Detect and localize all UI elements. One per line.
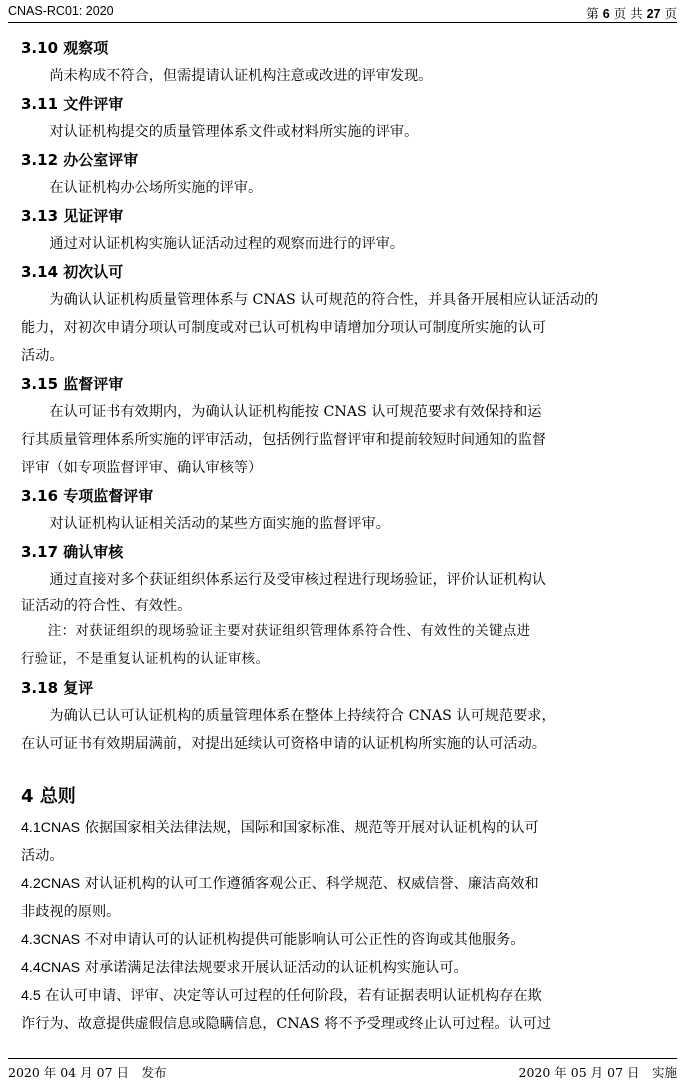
clause-number: 4.1CNAS <box>21 820 81 836</box>
section-heading <box>21 150 657 170</box>
section-text: 对认证机构认证相关活动的某些方面实施的监督评审。 <box>49 516 390 532</box>
section-note: 注：对获证组织的现场验证主要对获证组织管理体系符合性、有效性的关键点进 <box>47 624 531 639</box>
section-text: 能力，对初次申请分项认可制度或对已认可机构申请增加分项认可制度所实施的认可 <box>21 320 546 336</box>
clause-text: 对认证机构的认可工作遵循客观公正、科学规范、权威信誉、廉洁高效和 <box>80 876 539 892</box>
section-text: 在认可证书有效期届满前，对提出延续认可资格申请的认证机构所实施的认可活动。 <box>21 736 546 752</box>
section-text: 证活动的符合性、有效性。 <box>21 598 192 614</box>
clause-line: 诈行为、故意提供虚假信息或隐瞒信息，CNAS 将不予受理或终止认可过程。认可过 <box>21 1016 552 1032</box>
document-body <box>21 38 657 1038</box>
clause-number: 4.2CNAS <box>21 876 81 892</box>
section-heading <box>21 94 657 114</box>
section-text: 活动。 <box>21 348 64 364</box>
section-number: 3.13 <box>21 207 59 225</box>
page-header <box>8 4 677 24</box>
page-suffix: 页 <box>664 6 677 21</box>
section-number: 3.18 <box>21 679 59 697</box>
section-number: 3.17 <box>21 543 59 561</box>
section-heading <box>21 678 657 698</box>
clause-text: 对承诺满足法律法规要求开展认证活动的认证机构实施认可。 <box>80 960 468 976</box>
chapter-title: 总则 <box>39 786 76 807</box>
clause-line: 非歧视的原则。 <box>21 904 121 920</box>
clause-text: 依据国家相关法律法规，国际和国家标准、规范等开展对认证机构的认可 <box>80 820 539 836</box>
doc-code: CNAS-RC01: 2020 <box>8 4 114 18</box>
section-heading <box>21 206 657 226</box>
footer-rule <box>8 1058 677 1059</box>
section-title: 文件评审 <box>63 95 124 113</box>
section-heading <box>21 262 657 282</box>
section-text: 对认证机构提交的质量管理体系文件或材料所实施的评审。 <box>49 124 419 140</box>
chapter-number: 4 <box>21 786 34 807</box>
clause-number: 4.4CNAS <box>21 960 81 976</box>
chapter-heading <box>21 784 657 810</box>
section-heading <box>21 542 657 562</box>
section-title: 监督评审 <box>63 375 124 393</box>
clause-line <box>21 954 657 982</box>
header-rule <box>8 22 677 23</box>
section-title: 确认审核 <box>63 543 124 561</box>
section-heading <box>21 486 657 506</box>
section-title: 复评 <box>63 679 94 697</box>
page-mid: 页 共 <box>613 6 643 21</box>
clause-line <box>21 870 657 898</box>
section-text: 在认可证书有效期内，为确认认证机构能按 CNAS 认可规范要求有效保持和运 <box>49 404 542 420</box>
section-text: 为确认已认可认证机构的质量管理体系在整体上持续符合 CNAS 认可规范要求， <box>49 708 556 724</box>
page-number: 6 <box>602 7 610 21</box>
section-text: 通过直接对多个获证组织体系运行及受审核过程进行现场验证，评价认证机构认 <box>49 572 546 588</box>
section-text: 尚未构成不符合，但需提请认证机构注意或改进的评审发现。 <box>49 68 433 84</box>
clause-number: 4.5 <box>21 988 41 1004</box>
section-number: 3.11 <box>21 95 59 113</box>
section-number: 3.16 <box>21 487 59 505</box>
section-text: 在认证机构办公场所实施的评审。 <box>49 180 263 196</box>
page-indicator <box>586 4 677 22</box>
clause-line <box>21 814 657 842</box>
section-number: 3.12 <box>21 151 59 169</box>
section-number: 3.10 <box>21 39 59 57</box>
clause-text: 不对申请认可的认证机构提供可能影响认可公正性的咨询或其他服务。 <box>80 932 525 948</box>
section-title: 专项监督评审 <box>63 487 154 505</box>
section-title: 办公室评审 <box>63 151 139 169</box>
section-heading <box>21 38 657 58</box>
section-number: 3.15 <box>21 375 59 393</box>
section-title: 见证评审 <box>63 207 124 225</box>
clause-line <box>21 982 657 1010</box>
clause-text: 在认可申请、评审、决定等认可过程的任何阶段，若有证据表明认证机构存在欺 <box>40 988 542 1004</box>
section-number: 3.14 <box>21 263 59 281</box>
effective-date: 2020 年 05 月 07 日 实施 <box>518 1065 677 1080</box>
section-title: 初次认可 <box>63 263 124 281</box>
section-heading <box>21 374 657 394</box>
section-title: 观察项 <box>63 39 109 57</box>
page-prefix: 第 <box>586 6 599 21</box>
section-note: 行验证，不是重复认证机构的认证审核。 <box>21 652 270 667</box>
section-text: 评审（如专项监督评审、确认审核等） <box>21 460 263 476</box>
section-text: 为确认认证机构质量管理体系与 CNAS 认可规范的符合性，并具备开展相应认证活动的 <box>49 292 599 308</box>
clause-line: 活动。 <box>21 848 64 864</box>
page-total: 27 <box>646 7 661 21</box>
publish-date: 2020 年 04 月 07 日 发布 <box>8 1065 167 1080</box>
section-text: 行其质量管理体系所实施的评审活动，包括例行监督评审和提前较短时间通知的监督 <box>21 432 546 448</box>
clause-number: 4.3CNAS <box>21 932 81 948</box>
clause-line <box>21 926 657 954</box>
section-text: 通过对认证机构实施认证活动过程的观察而进行的评审。 <box>49 236 405 252</box>
